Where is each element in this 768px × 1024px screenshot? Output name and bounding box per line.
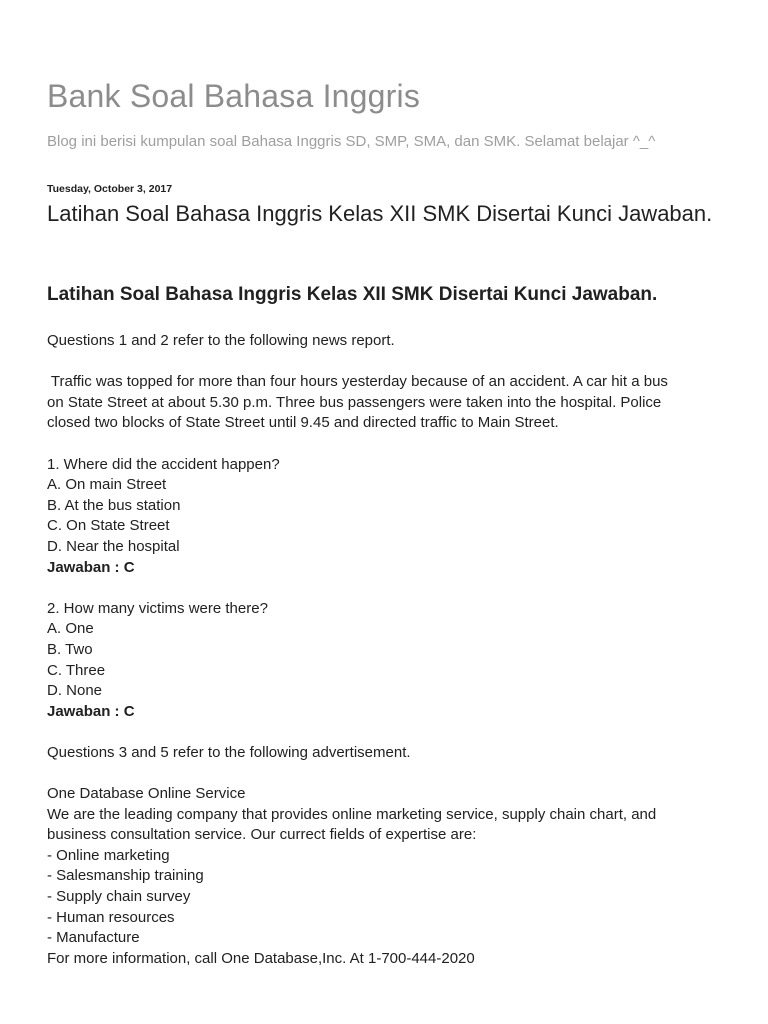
post-date: Tuesday, October 3, 2017 (47, 183, 173, 195)
advert-line: For more information, call One Database,Inc. At 1-700-444-2020 (47, 949, 475, 967)
advert-line: - Human resources (47, 908, 175, 926)
option-b: B. Two (47, 640, 93, 658)
blog-title[interactable]: Bank Soal Bahasa Inggris (47, 78, 421, 114)
answer-1: Jawaban : C (47, 558, 135, 576)
passage-line: on State Street at about 5.30 p.m. Three bus passengers were taken into the hospital. Police (47, 393, 662, 411)
question-1: 1. Where did the accident happen? (47, 455, 280, 473)
advert-line: - Manufacture (47, 929, 140, 947)
advert-line: One Database Online Service (47, 785, 246, 803)
intro-questions-1-2: Questions 1 and 2 refer to the following news report. (47, 332, 395, 349)
advert-line: business consultation service. Our currect fields of expertise are: (47, 826, 477, 844)
option-d: D. None (47, 682, 103, 700)
advert-line: We are the leading company that provides online marketing service, supply chain chart, and (47, 805, 657, 823)
intro-questions-3-5: Questions 3 and 5 refer to the following advertisement. (47, 743, 411, 761)
option-a: A. One (47, 620, 94, 638)
option-b: B. At the bus station (47, 496, 181, 514)
post-heading: Latihan Soal Bahasa Inggris Kelas XII SMK Disertai Kunci Jawaban. (47, 284, 658, 305)
option-c: C. On State Street (47, 517, 170, 535)
question-2: 2. How many victims were there? (47, 599, 268, 617)
blog-description: Blog ini berisi kumpulan soal Bahasa Inggris SD, SMP, SMA, dan SMK. Selamat belajar ^_^ (47, 133, 656, 150)
passage-line: closed two blocks of State Street until 9.45 and directed traffic to Main Street. (47, 414, 559, 432)
advert-line: - Online marketing (47, 846, 170, 864)
answer-2: Jawaban : C (47, 702, 135, 720)
post-body (47, 331, 737, 969)
advert-line: - Salesmanship training (47, 867, 204, 885)
option-a: A. On main Street (47, 476, 167, 494)
post-title[interactable]: Latihan Soal Bahasa Inggris Kelas XII SMK Disertai Kunci Jawaban. (47, 201, 713, 226)
advert-line: - Supply chain survey (47, 888, 191, 906)
passage-line: Traffic was topped for more than four hours yesterday because of an accident. A car hit a bus (47, 373, 668, 391)
option-c: C. Three (47, 661, 106, 679)
option-d: D. Near the hospital (47, 537, 180, 555)
